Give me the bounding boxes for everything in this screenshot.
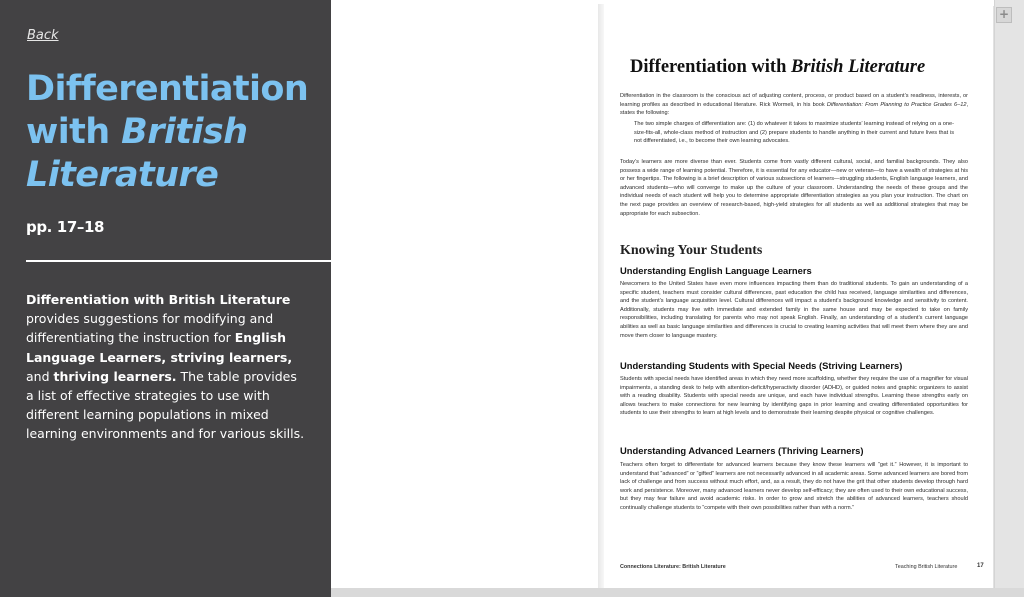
document-quote: The two simple charges of differentiation are: (1) do whatever it takes to maximize students’ learning instead of relying on a one-size-fits-all, whole-class method of instruction and (2) prepare students to handle anything in their current and future lives that is not differentiated, i.e., to become their own learning advocates. <box>634 121 954 145</box>
viewer-scroll-rail[interactable] <box>994 0 1024 597</box>
document-title-em: British Literature <box>791 57 926 77</box>
document-page <box>604 6 994 588</box>
section-heading: Knowing Your Students <box>620 243 763 258</box>
page-title-line2-em: British <box>121 112 248 152</box>
footer-book-title: Teaching British Literature <box>895 564 958 570</box>
back-link[interactable]: Back <box>27 28 59 43</box>
desc-bold-1: Differentiation with British Literature <box>26 292 291 307</box>
heading-ell: Understanding English Language Learners <box>620 265 812 276</box>
bottom-strip <box>0 597 1024 603</box>
sidebar-description <box>26 290 306 444</box>
page-title-line2-plain: with <box>26 112 122 152</box>
desc-text-2: and <box>26 368 54 384</box>
intro-text-b: , states the following: <box>620 101 968 117</box>
desc-text-3: The table provides a list of effective strategies to use with different learning populations in mixed learning environments and for various skills. <box>26 368 305 442</box>
document-title-plain: Differentiation with <box>630 57 791 77</box>
heading-special-needs: Understanding Students with Special Needs (Striving Learners) <box>620 360 903 371</box>
desc-bold-3: thriving learners. <box>53 368 177 384</box>
page-range: pp. 17–18 <box>26 218 105 236</box>
page-title <box>26 68 326 197</box>
page-title-line1: Differentiation <box>26 69 309 109</box>
paragraph-ell: Newcomers to the United States have even more influences impacting them than do traditional students. To gain an understanding of a specific student, teachers must consider cultural differences, past education the child has received, language similarities and differences, and the student’s language acquisition level. Cultural differences will impact a student’s background knowledge and sensitivity to content. Additionally, students may live with immediate and extended family in the same house and may be expected to take on family responsibilities, including translating for parents who may not speak English. Finally, an understanding of a student’s current language abilities as well as basic language similarities and differences is crucial to creating learning activities that will meet them where they are and move them closer to language mastery. <box>620 281 968 339</box>
document-title <box>630 57 970 78</box>
heading-advanced: Understanding Advanced Learners (Thriving Learners) <box>620 445 864 456</box>
document-viewer[interactable] <box>331 0 1024 597</box>
intro-text-a: Differentiation in the classroom is the conscious act of adjusting content, process, or product based on a student’s readiness, interests, or learning profiles as described in educational literature. Rick Wormeli, in his book <box>620 93 968 108</box>
page-title-line3-em: Literature <box>26 155 219 195</box>
sidebar-divider <box>26 260 331 262</box>
desc-text-1: provides suggestions for modifying and differentiating the instruction for <box>26 311 274 346</box>
paragraph-special-needs: Students with special needs have identified areas in which they need more scaffolding, whether they require the use of a magnifier for visual impairments, a standing desk to help with attention-deficit/hyperactivity disorder (ADHD), or guided notes and graphic organizers to assist with a reading disability. Students with special needs are unique, and each have individual strengths. Learning these strengths early on allows teachers to make connections for new learning by identifying gaps in prior learning and creating differentiated opportunities for students to use their strengths to learn at high levels and to demonstrate their learning despite physical or cognitive challenges. <box>620 376 968 417</box>
footer-page-number: 17 <box>977 563 984 569</box>
footer-series-title: Connections Literature: British Literature <box>620 564 726 570</box>
desc-bold-2: English Language Learners, striving learners, <box>26 330 293 365</box>
document-intro <box>620 92 968 118</box>
intro-book-title: Differentiation: From Planning to Practice Grades 6–12 <box>826 101 967 108</box>
sidebar <box>0 0 331 597</box>
zoom-in-button[interactable]: + <box>996 7 1012 23</box>
document-paragraph-2: Today’s learners are more diverse than ever. Students come from vastly different cultural, social, and familial backgrounds. They also possess a wide range of learning potential. Therefore, it is essential for any educator—new or veteran—to have a wealth of strategies at his or her fingertips. The following is a brief description of various subsections of learners—struggling students, English language learners, and advanced students—who will converge to make up the culture of your classroom. Understanding the needs of these groups and the individual needs of each student will help you to determine appropriate differentiation strategies as you plan your instruction. The chart on the next page provides an overview of research-based, high-yield strategies for all students as well as additional strategies that may be appropriate for each subsection. <box>620 159 968 217</box>
viewer-bottom-bar <box>331 588 1024 597</box>
paragraph-advanced: Teachers often forget to differentiate for advanced learners because they know these learners will “get it.” However, it is important to understand that “advanced” or “gifted” learners are not necessarily advanced in all academic areas. Some advanced learners are bored from lack of challenge and from success without much effort, and, as a result, they do not have the grit that other students develop through hard work and persistence. Moreover, many advanced learners never develop self-efficacy; they are often used to their own educational success, but they may fear failure and avoid academic risks. In order to grow and stretch the abilities of advanced learners, teachers should continually challenge students to “compete with their own possibilities rather than with a norm.” <box>620 462 968 511</box>
